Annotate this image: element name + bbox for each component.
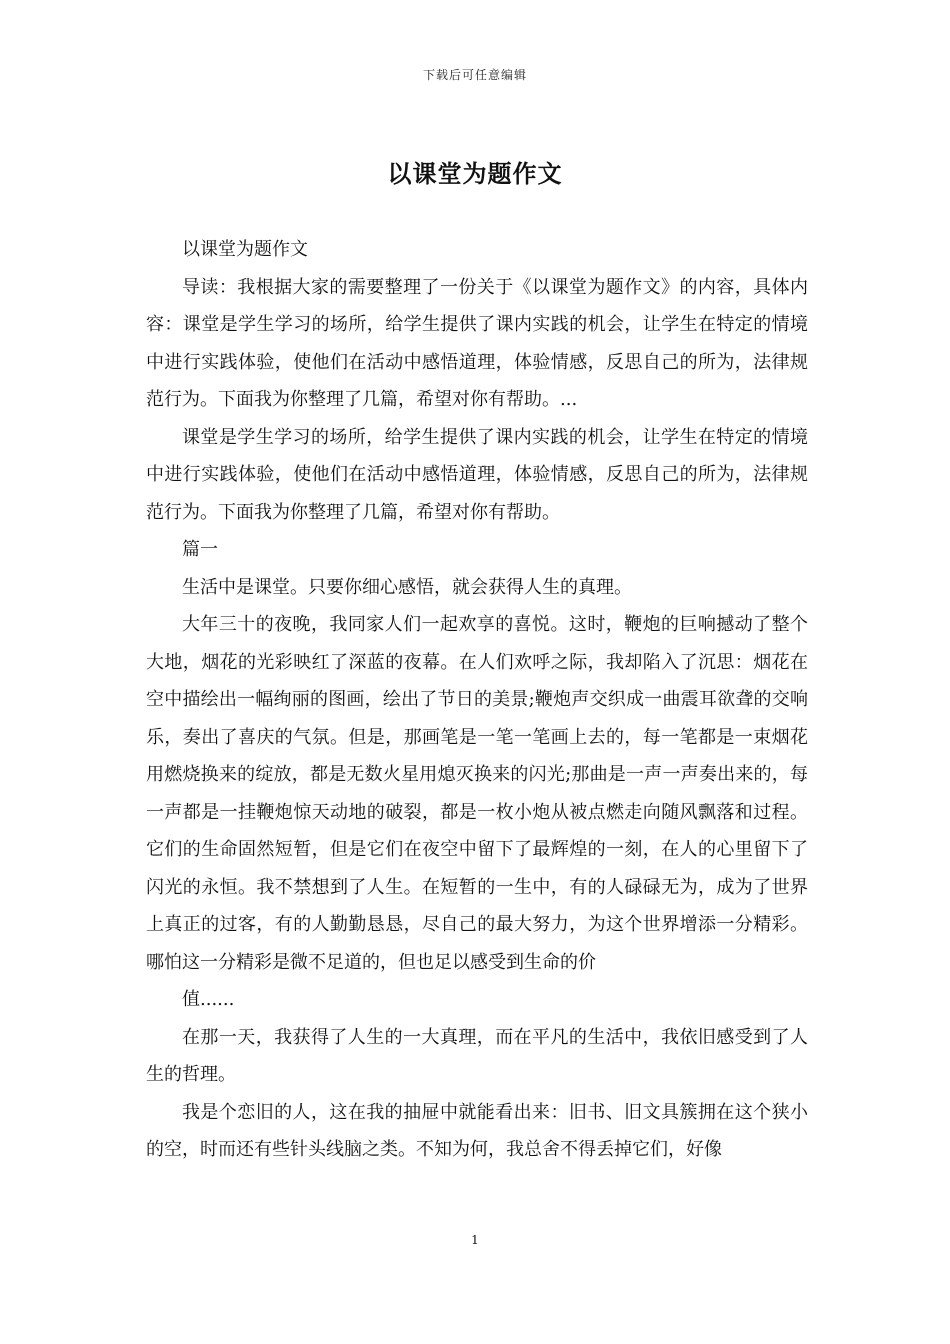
paragraph: 在那一天，我获得了人生的一大真理，而在平凡的生活中，我依旧感受到了人生的哲理。 [146,1026,808,1085]
paragraph: 课堂是学生学习的场所，给学生提供了课内实践的机会，让学生在特定的情境中进行实践体验，使他们在活动中感悟道理，体验情感，反思自己的所为，法律规范行为。下面我为你整理了几篇，希望对你有帮助。 [146,426,808,523]
paragraph: 我是个恋旧的人，这在我的抽屉中就能看出来：旧书、旧文具簇拥在这个狭小的空，时而还有些针头线脑之类。不知为何，我总舍不得丢掉它们，好像 [146,1101,808,1160]
page-number: 1 [471,1233,479,1247]
document-title: 以课堂为题作文 [387,159,563,188]
document-body [146,231,808,1169]
paragraph: 篇一 [182,539,218,560]
paragraph: 大年三十的夜晚，我同家人们一起欢享的喜悦。这时，鞭炮的巨响撼动了整个大地，烟花的光彩映红了深蓝的夜幕。在人们欢呼之际，我却陷入了沉思：烟花在空中描绘出一幅绚丽的图画，绘出了节日的美景;鞭炮声交织成一曲震耳欲聋的交响乐，奏出了喜庆的气氛。但是，那画笔是一笔一笔画上去的，每一笔都是一束烟花用燃烧换来的绽放，都是无数火星用熄灭换来的闪光;那曲是一声一声奏出来的，每一声都是一挂鞭炮惊天动地的破裂，都是一枚小炮从被点燃走向随风飘落和过程。它们的生命固然短暂，但是它们在夜空中留下了最辉煌的一刻，在人的心里留下了闪光的永恒。我不禁想到了人生。在短暂的一生中，有的人碌碌无为，成为了世界上真正的过客，有的人勤勤恳恳，尽自己的最大努力，为这个世界增添一分精彩。哪怕这一分精彩是微不足道的，但也足以感受到生命的价 [146,614,808,973]
paragraph: 导读：我根据大家的需要整理了一份关于《以课堂为题作文》的内容，具体内容：课堂是学生学习的场所，给学生提供了课内实践的机会，让学生在特定的情境中进行实践体验，使他们在活动中感悟道理，体验情感，反思自己的所为，法律规范行为。下面我为你整理了几篇，希望对你有帮助。... [146,276,808,410]
page-header: 下载后可任意编辑 [422,68,527,82]
paragraph: 以课堂为题作文 [182,239,308,260]
paragraph: 生活中是课堂。只要你细心感悟，就会获得人生的真理。 [182,576,632,598]
paragraph: 值...... [182,989,235,1010]
